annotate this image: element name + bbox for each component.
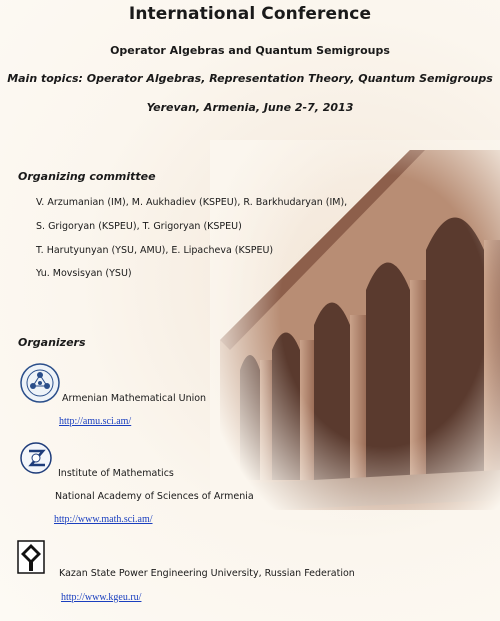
organizer-name: Kazan State Power Engineering University, Russian Federation	[59, 568, 355, 579]
organizer-link[interactable]: http://www.kgeu.ru/	[61, 592, 142, 603]
amu-logo-icon	[19, 362, 61, 404]
committee-line: Yu. Movsisyan (YSU)	[36, 268, 132, 279]
committee-heading: Organizing committee	[18, 170, 156, 183]
main-topics: Main topics: Operator Algebras, Representation Theory, Quantum Semigroups	[7, 72, 493, 85]
venue-dates: Yerevan, Armenia, June 2-7, 2013	[146, 101, 354, 114]
committee-line: V. Arzumanian (IM), M. Aukhadiev (KSPEU), R. Barkhudaryan (IM),	[36, 197, 348, 208]
organizer-name: Institute of Mathematics	[58, 468, 174, 479]
kspeu-logo-icon	[17, 540, 45, 574]
institute-logo-icon	[19, 441, 53, 475]
organizer-name: Armenian Mathematical Union	[62, 393, 207, 404]
organizer-name-line2: National Academy of Sciences of Armenia	[55, 491, 254, 502]
committee-line: T. Harutyunyan (YSU, AMU), E. Lipacheva (KSPEU)	[36, 245, 274, 256]
organizer-link[interactable]: http://www.math.sci.am/	[54, 514, 153, 525]
organizer-link[interactable]: http://amu.sci.am/	[59, 416, 132, 427]
organizers-heading: Organizers	[18, 336, 86, 349]
conference-title: International Conference	[128, 4, 372, 24]
committee-line: S. Grigoryan (KSPEU), T. Grigoryan (KSPEU)	[36, 221, 242, 232]
conference-subtitle: Operator Algebras and Quantum Semigroups	[110, 44, 390, 57]
